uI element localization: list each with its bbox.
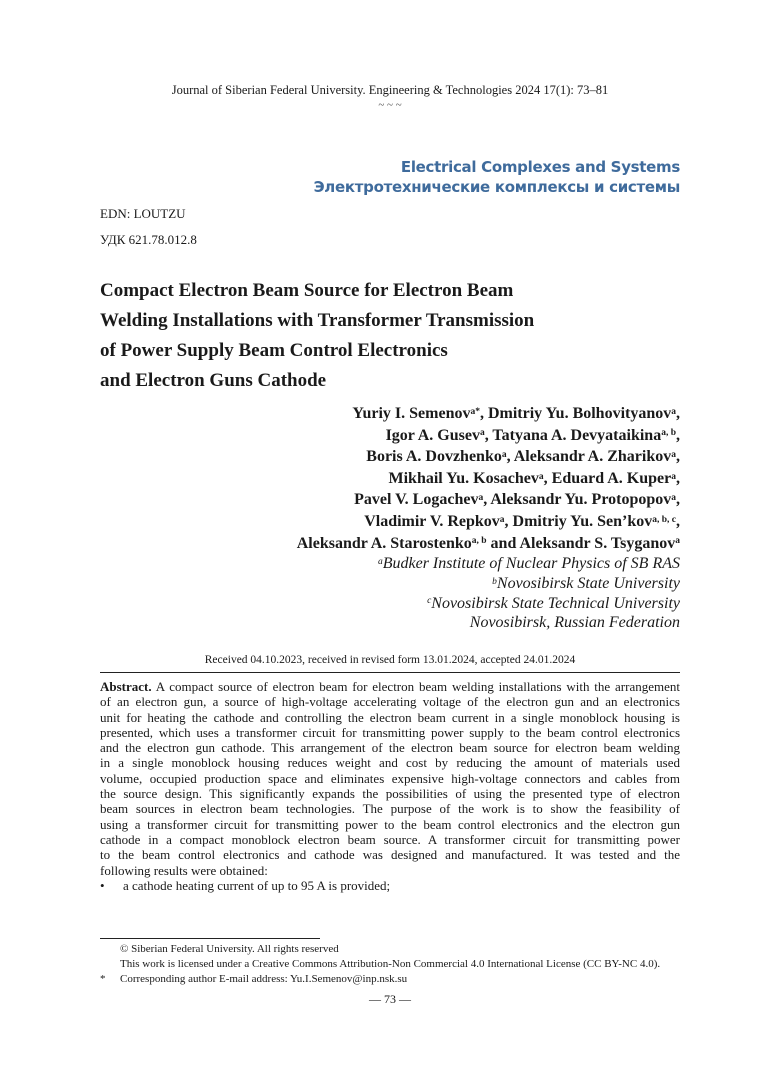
author-affiliation-mark: a xyxy=(675,536,680,547)
title-line: and Electron Guns Cathode xyxy=(100,370,327,391)
title-line: of Power Supply Beam Control Electronics xyxy=(100,340,448,361)
abstract-line: beam sources in electron beam technologies. The purpose of the work is to show the feasibility of xyxy=(100,801,680,817)
section-title-russian: Электротехнические комплексы и системы xyxy=(313,178,680,196)
author-name: Aleksandr A. Starostenko xyxy=(296,534,472,552)
author-affiliation-mark: a xyxy=(671,406,676,417)
title-line: Compact Electron Beam Source for Electron Beam xyxy=(100,280,514,301)
author-affiliation-mark: a xyxy=(499,514,505,525)
divider xyxy=(100,672,680,673)
affiliation: $^b$Novosibirsk State University xyxy=(492,574,680,592)
author-affiliation-mark: a* xyxy=(470,406,480,417)
title-line: Welding Installations with Transformer Transmission xyxy=(100,310,535,331)
author-separator: , xyxy=(484,426,493,444)
author-affiliation-mark: a xyxy=(538,471,544,482)
footnotes xyxy=(100,942,660,987)
author-affiliation-mark: a xyxy=(671,493,676,504)
affiliation: $^a$Budker Institute of Nuclear Physics of SB RAS xyxy=(377,555,680,573)
author-name: Aleksandr S. Tsyganov xyxy=(519,534,676,552)
author-line xyxy=(297,533,680,555)
author-line xyxy=(297,489,680,511)
author-name: Igor A. Gusev xyxy=(385,426,480,444)
author-name: Boris A. Dovzhenko xyxy=(366,448,502,466)
author-line xyxy=(297,446,680,468)
author-line xyxy=(297,468,680,490)
page-number: — 73 — xyxy=(369,992,411,1006)
author-affiliation-mark: a xyxy=(671,471,676,482)
paper-title xyxy=(100,276,534,396)
author-name: Vladimir V. Repkov xyxy=(364,512,500,530)
abstract xyxy=(100,679,680,893)
abstract-line: to the beam control electronics and cathode was designed and manufactured. It was tested and the xyxy=(100,847,680,863)
copyright-note: © Siberian Federal University. All rights reserved xyxy=(120,943,339,955)
author-line xyxy=(297,425,680,447)
author-separator: , xyxy=(506,448,514,466)
header-ornament: ~ ~ ~ xyxy=(378,99,402,111)
author-separator: , xyxy=(479,405,488,422)
author-affiliation-mark: a, b, c xyxy=(652,514,676,525)
abstract-line: using a transformer circuit for transmitting power to the beam control electronics and the electron gun xyxy=(100,816,680,832)
author-affiliation-mark: a, b xyxy=(661,428,676,439)
author-separator: , xyxy=(676,491,680,509)
abstract-line: of an electron gun, a source of high-voltage accelerating voltage of the electron gun and an electronics xyxy=(100,694,680,710)
author-separator: , xyxy=(676,448,680,466)
author-separator: , xyxy=(676,512,680,530)
author-affiliation-mark: a xyxy=(501,449,507,460)
abstract-line: unit for heating the cathode and controlling the electron beam current in a single monoblock housing is xyxy=(100,709,680,725)
author-separator: , xyxy=(676,469,680,487)
affiliations xyxy=(297,554,680,633)
asterisk-mark: * xyxy=(100,973,106,985)
author-separator: and xyxy=(486,534,520,552)
author-name: Dmitriy Yu. Bolhovityanov xyxy=(487,405,672,422)
author-name: Mikhail Yu. Kosachev xyxy=(388,469,539,487)
section-title-english: Electrical Complexes and Systems xyxy=(400,158,680,176)
journal-header: Journal of Siberian Federal University. Engineering & Technologies 2024 17(1): 73–81 xyxy=(171,83,609,97)
author-name: Aleksandr A. Zharikov xyxy=(513,448,672,466)
author-separator: , xyxy=(676,405,680,422)
author-name: Eduard A. Kuper xyxy=(551,469,672,487)
abstract-line: and the electron gun cathode. This arrangement of the electron beam source for electron beam welding xyxy=(100,740,680,756)
author-line xyxy=(297,511,680,533)
author-separator: , xyxy=(483,491,491,509)
author-line xyxy=(297,403,680,425)
author-name: Yuriy I. Semenov xyxy=(352,405,471,422)
abstract-line: cathode in a compact monoblock electron beam source. A transformer circuit for transmitting power xyxy=(100,831,680,847)
abstract-line: presented, which uses a transformer circuit for transmitting power supply to the beam control electronics xyxy=(100,724,680,740)
author-name: Pavel V. Logachev xyxy=(354,491,479,509)
author-list xyxy=(297,403,680,554)
abstract-label: Abstract. xyxy=(100,679,152,694)
affiliation-location: Novosibirsk, Russian Federation xyxy=(469,614,680,632)
abstract-line: in a single monoblock housing reduces weight and cost by reducing the amount of materials used xyxy=(100,755,680,771)
author-affiliation-mark: a xyxy=(479,428,485,439)
author-separator: , xyxy=(504,512,513,530)
abstract-line: the source design. This significantly expands the possibilities of using the presented type of electron xyxy=(100,786,680,802)
author-name: Tatyana A. Devyataikina xyxy=(492,426,662,444)
author-affiliation-mark: a, b xyxy=(471,536,487,547)
license-note: This work is licensed under a Creative Commons Attribution-Non Commercial 4.0 International License (CC BY-NC 4.0). xyxy=(120,958,661,970)
abstract-bullet-item: • a cathode heating current of up to 95 A is provided; xyxy=(100,877,391,893)
abstract-line: volume, occupied production space and eliminates expensive high-voltage connectors and cables from xyxy=(100,770,680,786)
author-affiliation-mark: a xyxy=(671,449,676,460)
abstract-line: following results were obtained: xyxy=(100,862,268,878)
author-affiliation-mark: a xyxy=(478,493,484,504)
author-separator: , xyxy=(543,469,552,487)
udk: УДК 621.78.012.8 xyxy=(100,232,197,247)
received-dates: Received 04.10.2023, received in revised form 13.01.2024, accepted 24.01.2024 xyxy=(204,654,576,666)
abstract-line: Abstract. A compact source of electron beam for electron beam welding installations with the arrangement xyxy=(100,679,680,694)
byline xyxy=(297,403,680,633)
footnote-divider xyxy=(100,938,320,939)
author-name: Dmitriy Yu. Sen’kov xyxy=(512,512,653,530)
bullet-icon: • xyxy=(100,877,105,893)
author-separator: , xyxy=(676,426,680,444)
author-name: Aleksandr Yu. Protopopov xyxy=(490,491,672,509)
corresponding-author-note: Corresponding author E-mail address: Yu.I.Semenov@inp.nsk.su xyxy=(120,973,408,985)
edn: EDN: LOUTZU xyxy=(100,206,186,221)
affiliation: $^c$Novosibirsk State Technical University xyxy=(427,594,680,612)
